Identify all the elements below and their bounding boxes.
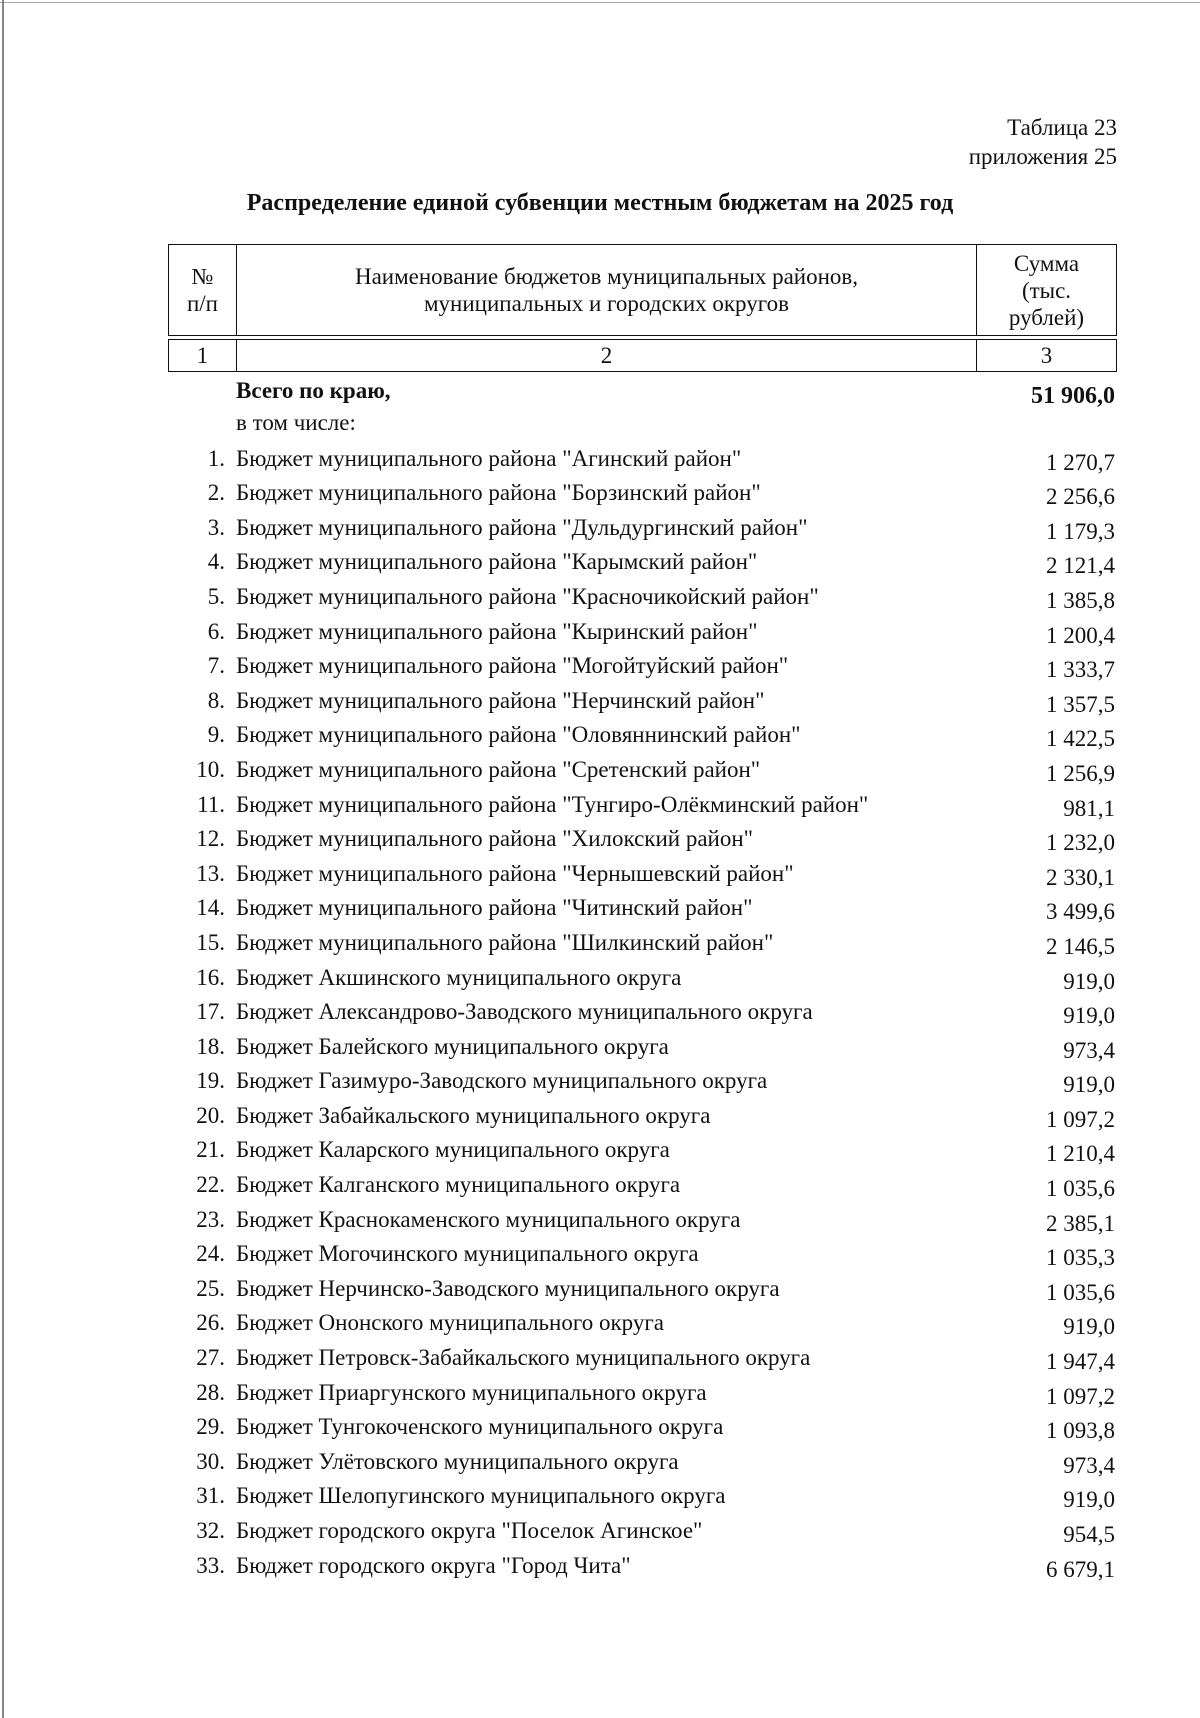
row-number: 18.: [196, 1033, 225, 1059]
row-sum: 1 179,3: [1046, 518, 1115, 544]
row-sum: 3 499,6: [1046, 899, 1115, 925]
row-sum: 981,1: [1063, 795, 1115, 821]
header-num-cell: [169, 245, 237, 336]
row-name: Бюджет муниципального района "Могойтуйский район": [236, 653, 789, 679]
table-row: [168, 1237, 1117, 1272]
row-name: Бюджет муниципального района "Агинский район": [236, 445, 742, 471]
table-row: [168, 476, 1117, 511]
table-row: [168, 753, 1117, 788]
table-body: [168, 377, 1117, 1583]
row-sum: 1 200,4: [1046, 622, 1115, 648]
column-index-2: 2: [237, 340, 977, 372]
row-sum: 1 270,7: [1046, 449, 1115, 475]
row-name: Бюджет муниципального района "Борзинский район": [236, 480, 761, 506]
row-number: 32.: [196, 1518, 225, 1543]
header-sum-line2: (тыс.: [1021, 277, 1072, 303]
row-name: Бюджет муниципального района "Хилокский район": [236, 826, 754, 852]
row-name: Бюджет Шелопугинского муниципального округа: [236, 1483, 726, 1509]
table-row: [168, 1549, 1117, 1584]
row-sum: 2 121,4: [1046, 553, 1115, 579]
table-row: [168, 1445, 1117, 1480]
row-sum: 1 035,6: [1046, 1176, 1115, 1202]
row-number: 24.: [196, 1241, 225, 1267]
row-sum: 2 256,6: [1046, 484, 1115, 510]
total-row: [168, 377, 1117, 412]
row-name: Бюджет муниципального района "Кыринский район": [236, 618, 758, 644]
header-row: [169, 245, 1117, 336]
table-row: [168, 857, 1117, 892]
column-index-row: [169, 340, 1117, 372]
row-number: 22.: [196, 1172, 225, 1198]
row-sum: 919,0: [1063, 1072, 1115, 1098]
table-row: [168, 1064, 1117, 1099]
table-row: [168, 1514, 1117, 1549]
row-name: Бюджет муниципального района "Читинский район": [236, 895, 753, 921]
row-sum: 919,0: [1063, 1003, 1115, 1029]
table-header: [168, 244, 1117, 372]
table-row: [168, 442, 1117, 477]
row-number: 1.: [207, 445, 225, 471]
row-number: 29.: [196, 1414, 225, 1440]
table-row: [168, 649, 1117, 684]
row-number: 21.: [196, 1137, 225, 1163]
row-number: 15.: [196, 929, 225, 955]
row-name: Бюджет муниципального района "Красночикойский район": [236, 583, 819, 609]
row-sum: 1 097,2: [1046, 1383, 1115, 1409]
column-index-3: 3: [977, 340, 1117, 372]
header-sum-line1: Сумма: [1013, 250, 1080, 276]
row-sum: 1 385,8: [1046, 587, 1115, 613]
row-name: Бюджет Забайкальского муниципального округа: [236, 1102, 711, 1128]
page-title: Распределение единой субвенции местным бюджетам на 2025 год: [246, 190, 954, 216]
row-name: Бюджет муниципального района "Оловяннинский район": [236, 722, 801, 748]
row-sum: 2 146,5: [1046, 933, 1115, 959]
row-number: 33.: [196, 1552, 225, 1578]
row-number: 2.: [207, 480, 225, 506]
row-sum: 1 210,4: [1046, 1141, 1115, 1167]
row-name: Бюджет муниципального района "Чернышевский район": [236, 860, 794, 886]
row-sum: 1 333,7: [1046, 657, 1115, 683]
row-number: 17.: [196, 999, 225, 1025]
row-sum: 1 357,5: [1046, 691, 1115, 717]
row-name: Бюджет Газимуро-Заводского муниципального округа: [236, 1068, 768, 1094]
table-row: [168, 545, 1117, 580]
table-row: [168, 822, 1117, 857]
row-sum: 2 330,1: [1046, 864, 1115, 890]
row-sum: 1 093,8: [1046, 1418, 1115, 1444]
table-row: [168, 1133, 1117, 1168]
row-name: Бюджет муниципального района "Шилкинский район": [236, 929, 774, 955]
table-row: [168, 1030, 1117, 1065]
row-name: Бюджет городского округа "Город Чита": [236, 1552, 631, 1578]
row-name: Бюджет Александрово-Заводского муниципального округа: [236, 999, 813, 1025]
header-name-cell: [237, 245, 977, 336]
row-name: Бюджет Каларского муниципального округа: [236, 1137, 670, 1163]
row-sum: 973,4: [1063, 1452, 1115, 1478]
row-name: Бюджет муниципального района "Сретенский район": [236, 756, 761, 782]
row-number: 10.: [196, 756, 225, 782]
row-name: Бюджет муниципального района "Нерчинский район": [236, 687, 765, 713]
row-sum: 1 232,0: [1046, 830, 1115, 856]
annex-reference: [969, 113, 1117, 171]
row-number: 7.: [207, 653, 225, 679]
row-name: Бюджет Петровск-Забайкальского муниципального округа: [236, 1345, 811, 1371]
row-sum: 2 385,1: [1046, 1210, 1115, 1236]
table-row: [168, 788, 1117, 823]
table-row: [168, 684, 1117, 719]
table-row: [168, 1410, 1117, 1445]
total-value: 51 906,0: [1031, 383, 1115, 409]
row-sum: 919,0: [1063, 968, 1115, 994]
row-name: Бюджет Калганского муниципального округа: [236, 1172, 681, 1198]
subtotal-caption: в том числе:: [236, 409, 356, 435]
row-number: 23.: [196, 1206, 225, 1232]
table-row: [168, 1376, 1117, 1411]
table-row: [168, 718, 1117, 753]
row-number: 30.: [196, 1448, 225, 1474]
header-name-line2: муниципальных и городских округов: [424, 291, 789, 316]
row-number: 11.: [197, 791, 225, 817]
scan-edge-top: [0, 2, 1200, 3]
table-row: [168, 580, 1117, 615]
row-number: 20.: [196, 1102, 225, 1128]
header-name-line1: Наименование бюджетов муниципальных районов,: [354, 264, 859, 289]
row-number: 31.: [196, 1483, 225, 1509]
table-row: [168, 1272, 1117, 1307]
row-number: 16.: [196, 964, 225, 990]
header-num-line1: №: [191, 264, 214, 289]
row-name: Бюджет муниципального района "Дульдургинский район": [236, 514, 808, 540]
table-row: [168, 995, 1117, 1030]
row-name: Бюджет городского округа "Поселок Агинское": [236, 1518, 703, 1543]
row-name: Бюджет Улётовского муниципального округа: [236, 1448, 679, 1474]
row-sum: 919,0: [1063, 1487, 1115, 1513]
row-name: Бюджет Ононского муниципального округа: [236, 1310, 664, 1336]
row-sum: 919,0: [1063, 1314, 1115, 1340]
row-number: 9.: [207, 722, 225, 748]
row-number: 25.: [196, 1275, 225, 1301]
row-name: Бюджет Могочинского муниципального округа: [236, 1241, 699, 1267]
scan-edge-left: [2, 0, 4, 1718]
header-sum-line3: рублей): [1008, 304, 1085, 330]
row-name: Бюджет Приаргунского муниципального округа: [236, 1379, 707, 1405]
row-name: Бюджет Краснокаменского муниципального округа: [236, 1206, 741, 1232]
row-number: 3.: [207, 514, 225, 540]
row-number: 19.: [196, 1068, 225, 1094]
column-index-1: 1: [169, 340, 237, 372]
table-ref: Таблица 23: [1007, 115, 1117, 140]
row-name: Бюджет муниципального района "Карымский район": [236, 549, 758, 575]
appendix-ref: приложения 25: [968, 144, 1117, 169]
table-row: [168, 615, 1117, 650]
table-row: [168, 1479, 1117, 1514]
row-name: Бюджет Нерчинско-Заводского муниципального округа: [236, 1275, 780, 1301]
row-number: 28.: [196, 1379, 225, 1405]
table-row: [168, 961, 1117, 996]
table-row: [168, 1168, 1117, 1203]
header-sum-cell: [977, 245, 1117, 336]
subtotal-caption-row: [168, 409, 1117, 442]
header-num-line2: п/п: [186, 291, 218, 316]
table-row: [168, 1203, 1117, 1238]
table-row: [168, 1099, 1117, 1134]
row-sum: 954,5: [1063, 1522, 1115, 1547]
row-name: Бюджет Акшинского муниципального округа: [236, 964, 682, 990]
row-name: Бюджет Балейского муниципального округа: [236, 1033, 669, 1059]
table-row: [168, 891, 1117, 926]
row-number: 26.: [196, 1310, 225, 1336]
row-sum: 1 097,2: [1046, 1106, 1115, 1132]
row-name: Бюджет муниципального района "Тунгиро-Олёкминский район": [236, 791, 869, 817]
row-sum: 6 679,1: [1046, 1556, 1115, 1582]
total-label: Всего по краю,: [236, 378, 391, 403]
row-number: 4.: [207, 549, 225, 575]
row-number: 14.: [196, 895, 225, 921]
row-sum: 1 422,5: [1046, 726, 1115, 752]
table-row: [168, 1306, 1117, 1341]
table-row: [168, 926, 1117, 961]
row-name: Бюджет Тунгокоченского муниципального округа: [236, 1414, 724, 1440]
row-sum: 1 035,6: [1046, 1279, 1115, 1305]
table-row: [168, 511, 1117, 546]
row-sum: 973,4: [1063, 1037, 1115, 1063]
row-sum: 1 947,4: [1046, 1349, 1115, 1375]
row-sum: 1 256,9: [1046, 760, 1115, 786]
row-sum: 1 035,3: [1046, 1245, 1115, 1271]
table-row: [168, 1341, 1117, 1376]
row-number: 5.: [207, 583, 225, 609]
row-number: 13.: [196, 860, 225, 886]
row-number: 27.: [196, 1345, 225, 1371]
row-number: 6.: [207, 618, 225, 644]
row-number: 8.: [207, 687, 225, 713]
row-number: 12.: [196, 826, 225, 852]
